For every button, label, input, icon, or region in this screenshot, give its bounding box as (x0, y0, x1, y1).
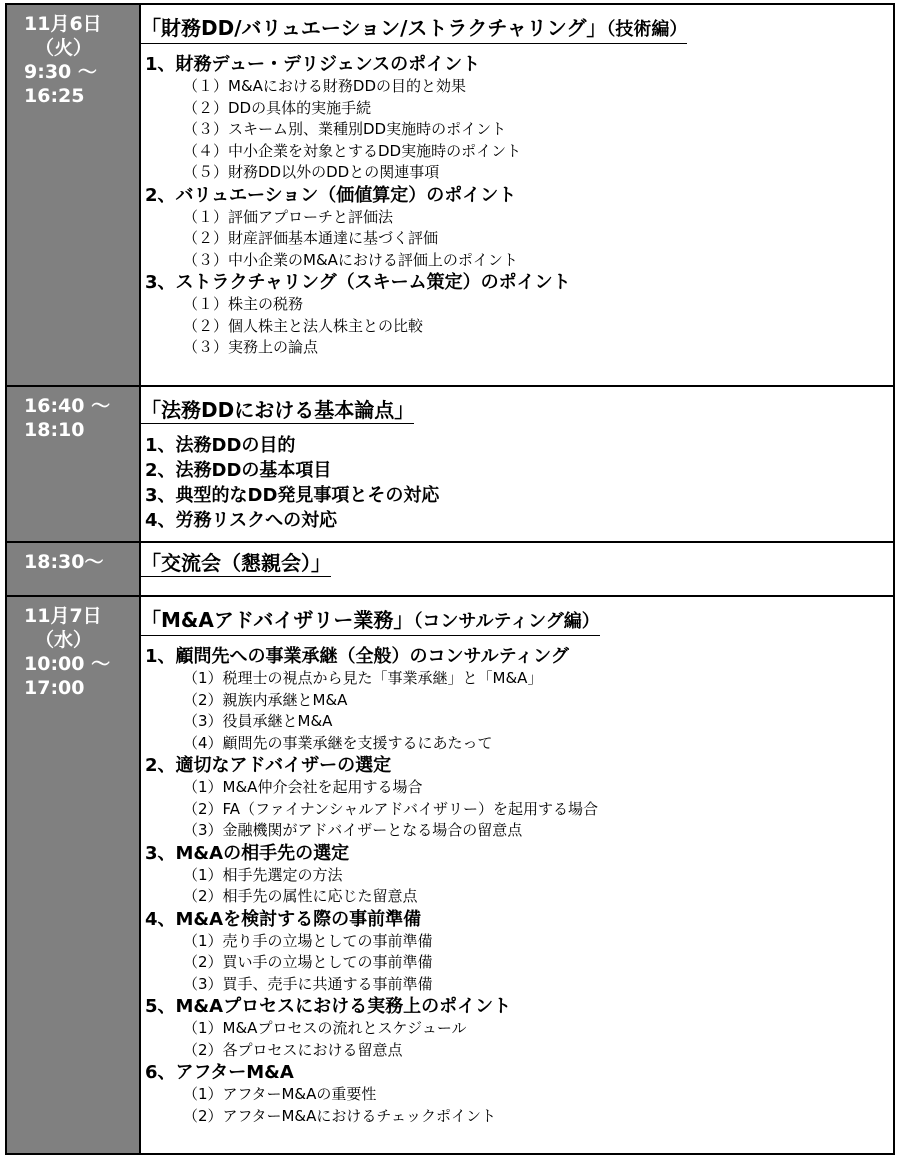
sub-item: （3）買手、売手に共通する事前準備 (183, 974, 433, 993)
sub-item: （１）M&Aにおける財務DDの目的と効果 (183, 77, 467, 95)
session-content (140, 542, 894, 596)
sub-item: （2）アフターM&Aにおけるチェックポイント (183, 1106, 496, 1125)
sub-item: （３）スキーム別、業種別DD実施時のポイント (183, 120, 507, 138)
section-heading: 2、バリュエーション（価値算定）のポイント (145, 184, 517, 206)
session-time-cell (6, 4, 140, 386)
sub-item: （1）相手先選定の方法 (183, 865, 343, 884)
section-heading: 5、M&Aプロセスにおける実務上のポイント (145, 996, 512, 1017)
sub-item: （2）FA（ファイナンシャルアドバイザリー）を起用する場合 (183, 799, 599, 818)
sub-item: （1）売り手の立場としての事前準備 (183, 931, 433, 950)
section-heading: 3、M&Aの相手先の選定 (145, 842, 350, 864)
section (141, 1061, 893, 1127)
sub-item: （３）実務上の論点 (183, 338, 319, 356)
session-weekday: （水） (35, 629, 93, 651)
session-content (140, 386, 894, 542)
sub-item: （５）財務DD以外のDDとの関連事項 (183, 163, 440, 181)
session-title: 「M&Aアドバイザリー業務」（コンサルティング編） (141, 597, 600, 636)
section-heading: 6、アフターM&A (145, 1062, 294, 1083)
session-content (140, 596, 894, 1154)
section (141, 908, 893, 996)
sub-item: （1）税理士の視点から見た「事業承継」と「M&A」 (183, 669, 543, 687)
session-start-time: 10:00 ～ (24, 653, 111, 675)
section (141, 184, 893, 272)
session-end-time: 18:10 (24, 419, 85, 441)
section-heading: 4、M&Aを検討する際の事前準備 (145, 908, 422, 930)
sub-item: （１）株主の税務 (183, 295, 304, 313)
session-weekday: （火） (35, 37, 93, 59)
session-time-cell (6, 596, 140, 1154)
sub-item: （２）DDの具体的実施手続 (183, 98, 372, 117)
session-start-time: 18:30～ (24, 551, 104, 573)
session-row-4 (6, 596, 894, 1154)
sub-item: （3）金融機関がアドバイザーとなる場合の留意点 (183, 821, 523, 839)
session-start-time: 9:30 ～ (24, 61, 97, 83)
sub-item: （4）顧問先の事業承継を支援するにあたって (183, 733, 493, 752)
session-row-1 (6, 4, 894, 386)
agenda-item: 4、労務リスクへの対応 (145, 510, 338, 531)
sub-item: （3）役員承継とM&A (183, 712, 333, 730)
sub-item: （2）各プロセスにおける留意点 (183, 1040, 403, 1059)
session-row-3 (6, 542, 894, 596)
sub-item: （４）中小企業を対象とするDD実施時のポイント (183, 141, 522, 160)
section-heading: 1、財務デュー・デリジェンスのポイント (145, 54, 481, 75)
sub-item: （１）評価アプローチと評価法 (183, 207, 394, 226)
session-date: 11月7日 (24, 605, 102, 627)
session-time-cell (6, 542, 140, 596)
session-time-cell (6, 386, 140, 542)
section (141, 53, 893, 184)
session-time (7, 597, 139, 700)
sub-item: （２）財産評価基本通達に基づく評価 (183, 229, 439, 247)
section (141, 754, 893, 842)
section (141, 271, 893, 359)
session-title: 「法務DDにおける基本論点」 (141, 387, 414, 424)
session-title: 「交流会（懇親会）」 (141, 543, 331, 577)
session-end-time: 17:00 (24, 677, 85, 699)
session-end-time: 16:25 (24, 85, 85, 107)
sub-item: （2）親族内承継とM&A (183, 690, 348, 709)
session-date: 11月6日 (24, 13, 102, 35)
session-title: 「財務DD/バリュエーション/ストラクチャリング」（技術編） (141, 5, 687, 44)
sub-item: （２）個人株主と法人株主との比較 (183, 316, 424, 335)
session-time (7, 5, 139, 108)
section-heading: 1、顧問先への事業承継（全般）のコンサルティング (145, 646, 569, 667)
section-heading: 3、ストラクチャリング（スキーム策定）のポイント (145, 272, 571, 293)
section (141, 842, 893, 908)
sub-item: （1）M&A仲介会社を起用する場合 (183, 778, 423, 796)
sub-item: （1）M&Aプロセスの流れとスケジュール (183, 1019, 467, 1037)
agenda-item: 1、法務DDの目的 (145, 435, 296, 456)
session-time (7, 543, 139, 574)
sub-item: （2）買い手の立場としての事前準備 (183, 953, 433, 971)
sub-item: （2）相手先の属性に応じた留意点 (183, 887, 418, 905)
session-start-time: 16:40 ～ (24, 395, 111, 417)
sub-item: （1）アフターM&Aの重要性 (183, 1085, 377, 1103)
session-row-2 (6, 386, 894, 542)
sub-item: （３）中小企業のM&Aにおける評価上のポイント (183, 250, 518, 269)
section (141, 995, 893, 1061)
section-heading: 2、適切なアドバイザーの選定 (145, 755, 392, 776)
section (141, 645, 893, 754)
session-time (7, 387, 139, 442)
agenda-item: 3、典型的なDD発見事項とその対応 (145, 485, 440, 506)
session-content (140, 4, 894, 386)
agenda-item: 2、法務DDの基本項目 (145, 460, 332, 481)
seminar-schedule-table (5, 3, 895, 1155)
